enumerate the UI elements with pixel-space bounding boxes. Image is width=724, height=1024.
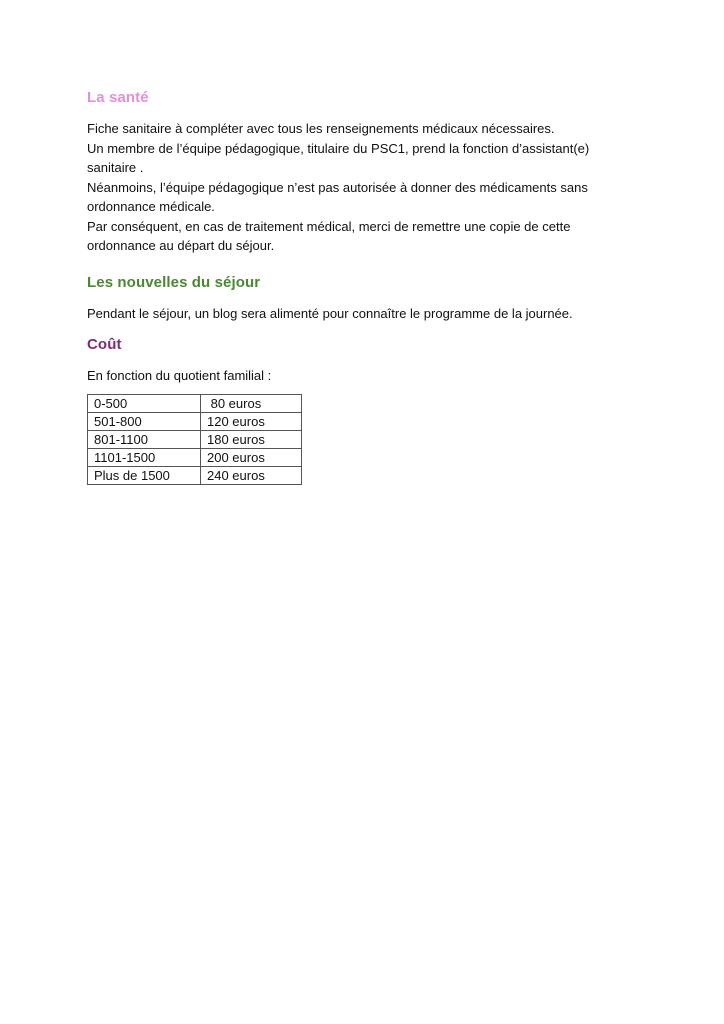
price-cell: 180 euros: [201, 431, 302, 449]
cout-intro: En fonction du quotient familial :: [87, 368, 272, 383]
range-cell: 1101-1500: [88, 449, 201, 467]
range-cell: 501-800: [88, 413, 201, 431]
sante-line: Par conséquent, en cas de traitement médical, merci de remettre une copie de cette: [87, 218, 571, 234]
sante-line: Fiche sanitaire à compléter avec tous les renseignements médicaux nécessaires.: [87, 121, 555, 136]
price-cell: 120 euros: [201, 413, 302, 431]
price-cell: 200 euros: [201, 449, 302, 467]
range-cell: 801-1100: [88, 431, 201, 449]
range-cell: Plus de 1500: [88, 467, 201, 485]
heading-sante: La santé: [87, 89, 149, 106]
table-row: [88, 395, 302, 413]
heading-nouvelles: Les nouvelles du séjour: [87, 274, 261, 291]
price-cell: 240 euros: [201, 467, 302, 485]
sante-line: ordonnance médicale.: [87, 199, 215, 214]
price-cell: 80 euros: [201, 395, 302, 413]
cost-table: [87, 394, 302, 485]
heading-cout: Coût: [87, 336, 122, 353]
paragraph-sante: [87, 119, 589, 256]
table-row: [88, 449, 302, 467]
sante-line: Néanmoins, l’équipe pédagogique n’est pas autorisée à donner des médicaments sans: [87, 179, 588, 195]
sante-line: sanitaire .: [87, 160, 144, 175]
table-row: [88, 413, 302, 431]
table-row: [88, 431, 302, 449]
sante-line: ordonnance au départ du séjour.: [87, 238, 275, 253]
sante-line: Un membre de l’équipe pédagogique, titulaire du PSC1, prend la fonction d’assistant(e): [87, 140, 590, 156]
table-row: [88, 467, 302, 485]
range-cell: 0-500: [88, 395, 201, 413]
paragraph-nouvelles: Pendant le séjour, un blog sera alimenté pour connaître le programme de la journée.: [87, 306, 573, 321]
